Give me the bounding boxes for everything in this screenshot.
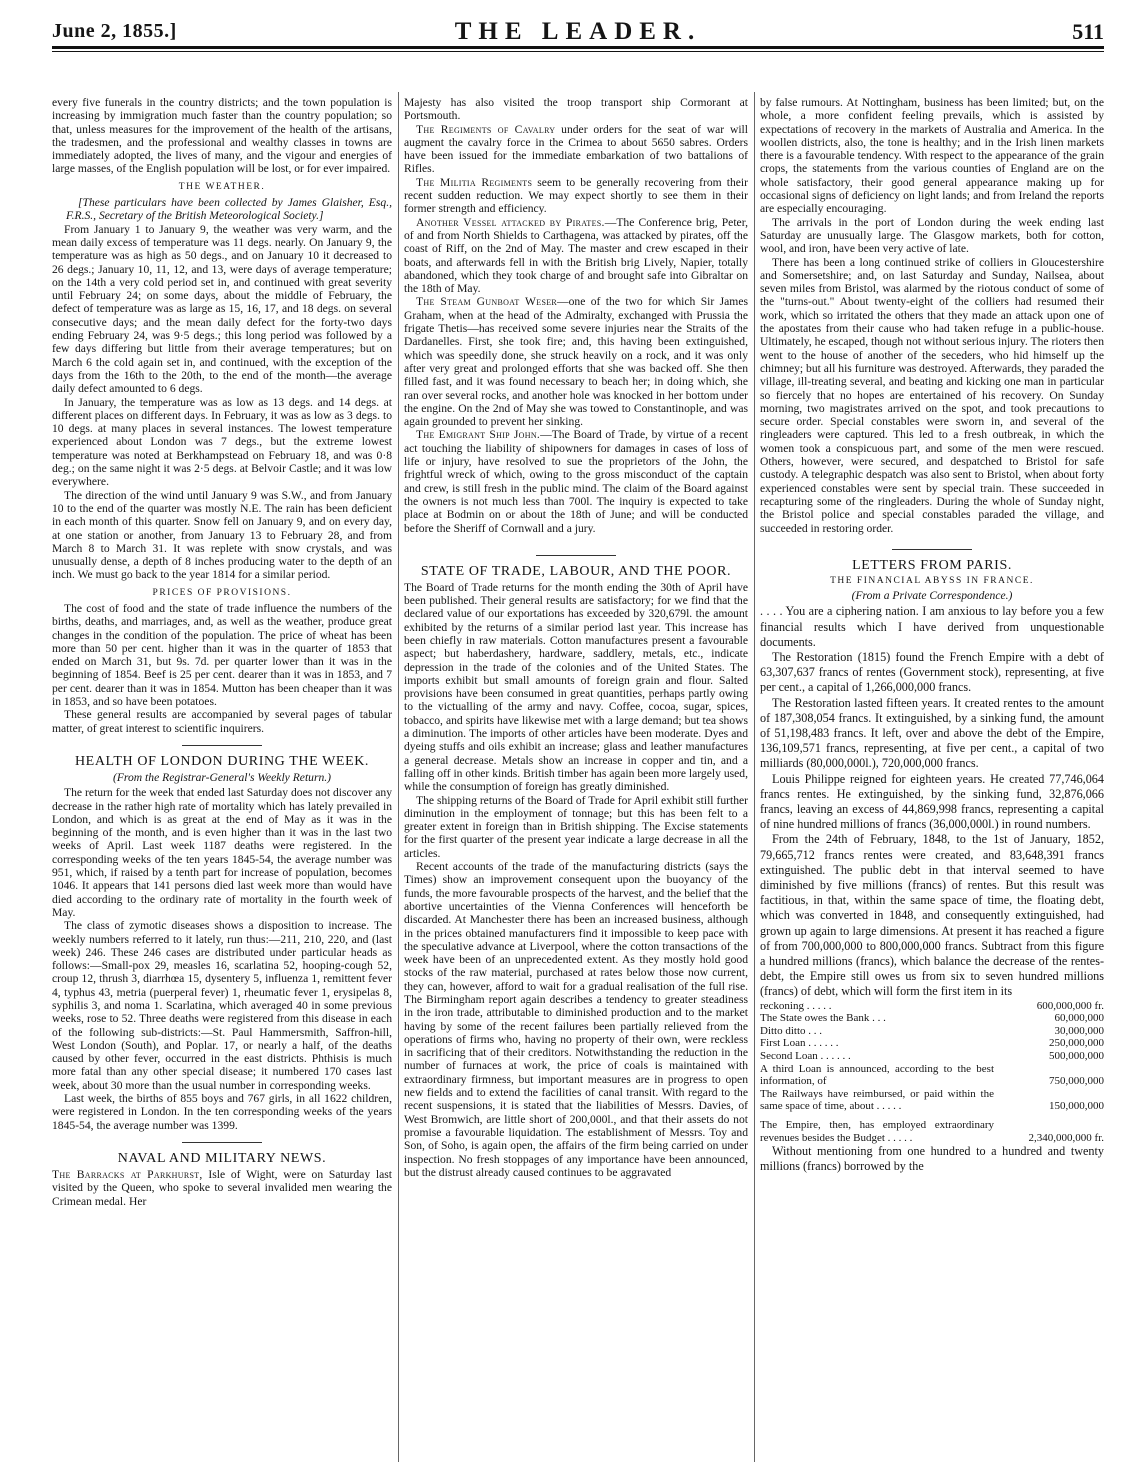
debt-table-row [760, 1037, 1104, 1050]
debt-item-label: Ditto ditto . . . [760, 1024, 823, 1037]
lead-in: The Militia Regiments [416, 175, 533, 189]
lead-in: The Regiments of Cavalry [416, 122, 556, 136]
paragraph: The return for the week that ended last Saturday does not discover any decrease in the rather high rate of mortality which has lately prevailed in London, and which is as great at the end of May as it was in the beginning of the month, and is even higher than it was in the last two weeks of April. Last week 1187 deaths were registered. In the corresponding weeks of the ten years 1845-54, the average number was 951, which, if raised by a tenth part for increase of population, becomes 1046. It appears that 141 persons died last week more than would have died according to the ordinary rate of mortality in the fourth week of May. [52, 786, 392, 919]
header-rule [52, 46, 1104, 49]
column-divider [398, 92, 399, 1462]
debt-item-amount: 500,000,000 [1049, 1050, 1104, 1063]
paragraph: The shipping returns of the Board of Trade for April exhibit still further diminution in the employment of tonnage; but this has been felt to a greater extent in foreign than in British shipping. The Excise statements for the first quarter of the present year indicate a large decrease in all the articles. [404, 793, 748, 860]
debt-table-row [760, 1025, 1104, 1038]
lead-in: Another Vessel attacked by Pirates. [416, 215, 605, 229]
paragraph: Recent accounts of the trade of the manufacturing districts (says the Times) show an improvement consequent upon the buoyancy of the funds, the more favourable prospects of the harvest, and the belief that the abortive uncertainties of the Vienna Conferences will henceforth be discarded. At Manchester there has been an increased business, although in the prices obtained manufacturers find it impossible to keep pace with the speculative advance at Liverpool, where the cotton transactions of the week have been of an unprecedented extent. As they mostly hold good stocks of the raw material, purchased at rates below those now current, they can, however, afford to wait for a gradual realisation of the full rise. The Birmingham report again describes a tendency to greater steadiness in the iron trade, attributable to diminished production and to the market having by some of the recent failures been partially relieved from the operations of firms who, having no property of their own, were reckless in sacrificing that of their creditors. Notwithstanding the reduction in the number of furnaces at work, the price of coals is maintained with extraordinary firmness, but important measures are in progress to open new fields and to extend the facilities of canal transit. With regard to the recent suspensions, it is stated that the liabilities of Messrs. Davies, of West Bromwich, are little short of 200,000l., and that their assets do not promise a favourable liquidation. The establishment of Messrs. Toy and Son, of Soho, is again open, the affairs of the firm being carried on under inspection. No fresh stoppages of any importance have been announced, but the distrust already caused continues to be aggravated [404, 860, 748, 1179]
debt-item-amount: 750,000,000 [1049, 1075, 1104, 1088]
debt-item-label: Second Loan . . . . . . [760, 1050, 851, 1063]
column-2 [404, 96, 748, 1468]
paragraph [404, 216, 748, 296]
debt-table [760, 1000, 1104, 1113]
debt-item-label: A third Loan is announced, according to the best information, of [760, 1062, 994, 1088]
article-subheading: THE FINANCIAL ABYSS IN FRANCE. [830, 575, 1034, 586]
debt-item-amount: 150,000,000 [1049, 1100, 1104, 1113]
paragraph: In January, the temperature was as low as 13 degs. and 14 degs. at different places on different days. In February, it was as low as 3 degs. to 10 degs. at many places in several instances. The lowest temperature experienced about London was 7 degs., but the extreme lowest temperature was noted at Berkhampstead on February 18, and was 0·8 deg.; on the same night it was 2·5 degs. at Belvoir Castle; and it was low everywhere. [52, 395, 392, 489]
section-heading-prices: PRICES OF PROVISIONS. [152, 587, 292, 598]
paragraph: The arrivals in the port of London during the week ending last Saturday are unusually large. The Glasgow markets, both for cotton, wool, and iron, have been very active of late. [760, 215, 1104, 256]
debt-table-row [760, 1000, 1104, 1013]
article-heading-health: HEALTH OF LONDON DURING THE WEEK. [74, 753, 370, 769]
section-rule [536, 555, 616, 556]
debt-total-row [760, 1119, 1104, 1144]
paragraph: every five funerals in the country districts; and the town population is increasing by immigration much faster than the country population; so that, unless measures for the improvement of the health of the artisans, the tradesmen, and the professional and wealthy classes in towns are immediately adopted, the lives of many, and the vigour and energies of large masses, of the English population will be lost, or for ever impaired. [52, 96, 392, 176]
section-rule [892, 549, 972, 550]
debt-item-label: The Railways have reimbursed, or paid within the same space of time, about . . . . . [760, 1087, 994, 1113]
paragraph: Majesty has also visited the troop transport ship Cormorant at Portsmouth. [404, 96, 748, 123]
lead-in: The Steam Gunboat Weser [416, 295, 558, 309]
paragraph-text: —The Board of Trade, by virtue of a recent act touching the liability of shipowners for damages in cases of loss of life or injury, have resolved to sue the proprietors of the John, the frightful wreck of which, owing to the gross misconduct of the captain and crew, is still fresh in the public mind. The claim of the Board against the owners is not much less than 700l. The inquiry is expected to take place at Bodmin on or about the 18th of June; and will be conducted before the Sheriff of Cornwall and a jury. [404, 428, 748, 535]
article-source: (From the Registrar-General's Weekly Return.) [112, 770, 332, 784]
paragraph: by false rumours. At Nottingham, business has been limited; but, on the whole, a more confident feeling prevails, which is assisted by expectations of recovery in the markets of Australia and America. In the woollen districts, also, the tone is healthy; and in the Irish linen markets there is a favourable tendency. With respect to the appearance of the grain crops, the statements from the various counties of England are on the whole satisfactory, their good general appearance making up for occasional signs of deficiency on light lands; and from Ireland the reports are especially encouraging. [760, 96, 1104, 216]
paragraph-text: seem to be generally recovering from their recent sudden reduction. We may expect shortly to see them in their former strength and efficiency. [404, 175, 748, 216]
paragraph: Louis Philippe reigned for eighteen years. He created 77,746,064 francs rentes. He extinguished, by the sinking fund, 32,876,066 francs, leaving an excess of 44,869,998 francs, representing a capital of nine hundred millions of francs (36,000,000l.) in round numbers. [760, 771, 1104, 832]
paragraph: . . . . You are a ciphering nation. I am anxious to lay before you a few financial results which I have derived from unquestionable documents. [760, 604, 1104, 649]
debt-item-amount: 30,000,000 [1054, 1024, 1104, 1037]
paragraph: From January 1 to January 9, the weather was very warm, and the mean daily excess of temperature was 11 degs. nearly. On January 9, the temperature was as high as 50 degs., and on January 10 it decreased to 26 degs.; January 10, 11, 12, and 13, were days of average temperature; on the 14th a very cold period set in, and continued with great severity until February 24; on some days, about the middle of February, the defect of temperature was as large as 15, 16, 17, and 18 degs. on several consecutive days; and the mean daily defect for the forty-two days ending February 24, was 9·5 degs.; this long period was followed by a few days differing but little from their average temperatures; but on March 6 the cold again set in, and continued, with the exception of the days from the 16th to the 20th, to the end of the month—the average daily defect amounted to 6 degs. [52, 222, 392, 396]
lead-in: The Emigrant Ship John. [416, 428, 541, 442]
masthead [52, 8, 1104, 45]
lead-in: The Barracks at Parkhurst, [52, 1167, 203, 1181]
debt-table-row [760, 1012, 1104, 1025]
paragraph-text: under orders for the seat of war will augment the cavalry force in the Crimea to about 5650 sabres. Orders have been issued for the immediate embarkation of two battalions of Rifles. [404, 122, 748, 176]
paragraph: These general results are accompanied by several pages of tabular matter, of great interest to scientific inquirers. [52, 708, 392, 735]
column-1 [52, 96, 392, 1468]
debt-item-amount: 60,000,000 [1054, 1012, 1104, 1025]
debt-item-amount: 600,000,000 fr. [1036, 999, 1104, 1012]
debt-item-label: The State owes the Bank . . . [760, 1012, 886, 1025]
paragraph: The Board of Trade returns for the month ending the 30th of April have been published. Their general results are satisfactory; for we find that the declared value of our exportations has exceeded by 320,679l. the amount exhibited by the returns of a similar period last year. This increase has been chiefly in raw materials. Cotton manufactures present a favourable aspect; but haberdashery, hardware, saddlery, metals, etc., indicate depression in the trade of the colonies and of the United States. The imports exhibit but small amounts of foreign grain and flour. Salted provisions have been consumed in great quantities, perhaps partly owing to the victualling of the army and navy. Coffee, cocoa, sugar, spices, tobacco, and spirits have likewise met with a large demand; but tea shows a diminution. The imports of other articles have been moderate. Dyes and dyeing stuffs and oils exhibit an increase; glass and leather manufactures a general decrease. Metals show an increase in copper and tin, and a falling off in other kinds. British timber has again been more largely used, while the consumption of foreign has greatly diminished. [404, 580, 748, 794]
debt-total [760, 1119, 1104, 1144]
paragraph [404, 295, 748, 428]
paragraph [404, 176, 748, 216]
paragraph: The Restoration lasted fifteen years. It created rentes to the amount of 187,308,054 francs. It extinguished, by a sinking fund, the amount of 51,198,483 francs. It left, over and above the debt of the Empire, 136,109,571 francs, representing, at five per cent., a capital of two milliards (80,000,000l.), 720,000,000 francs. [760, 695, 1104, 771]
column-3 [760, 96, 1104, 1468]
article-heading-letters: LETTERS FROM PARIS. [852, 557, 1012, 573]
column-divider [754, 92, 755, 1462]
paragraph: The class of zymotic diseases shows a disposition to increase. The weekly numbers referred to it lately, run thus:—211, 210, 220, and (last week) 246. These 246 cases are distributed under particular heads as follows:—Small-pox 29, measles 16, scarlatina 52, hooping-cough 52, croup 12, thrush 3, diarrhœa 15, dysentery 5, influenza 1, remittent fever 4, typhus 43, metria (puerperal fever) 1, rheumatic fever 1, erysipelas 8, syphilis 3, and noma 1. Scarlatina, which averaged 40 in some previous weeks, rose to 52. Three deaths were registered from this disease in each of the following sub-districts:—St. Paul Hammersmith, Saffron-hill, West London (South), and Poplar. 17, or nearly a half, of the deaths caused by other fever, occurred in the east districts. Phthisis is much more fatal than any other special disease; it numbered 170 cases last week, about 30 more than the usual number in corresponding weeks. [52, 919, 392, 1092]
paragraph: Last week, the births of 855 boys and 767 girls, in all 1622 children, were registered in London. In the ten corresponding weeks of the years 1845-54, the average number was 1399. [52, 1092, 392, 1132]
article-heading-trade: STATE OF TRADE, LABOUR, AND THE POOR. [420, 563, 732, 579]
paragraph: From the 24th of February, 1848, to the 1st of January, 1852, 79,665,712 francs rentes were created, and 83,648,391 francs extinguished. The public debt in that interval seemed to have diminished by five millions (francs) of rentes. But this result was factitious, in that, within the same space of time, the floating debt, which was converted in 1848, and consequently extinguished, had grown up again to large dimensions. At present it has reached a figure of from 700,000,000 to 800,000,000 francs. Subtract from this figure a hundred millions (francs), which balance the decrease of the rentes-debt, the Empire still owes us from six to seven hundred millions (francs) of debt, which will form the first item in its [760, 832, 1104, 999]
debt-item-label: reckoning . . . . . [760, 999, 832, 1012]
paragraph-text: —one of the two for which Sir James Graham, when at the head of the Admiralty, exchanged with Prussia the frigate Thetis—has received some severe injuries near the Straits of the Dardanelles. First, she took fire; and, this having been extinguished, which was speedily done, she struck heavily on a rock, and it was only after very great and prolonged efforts that she was backed off. She then filled fast, and it was found necessary to beach her; in doing which, she ran over several rocks, and another hole was knocked in her bottom under the engine. On the 2nd of May she was towed to Constantinople, and was again grounded to prevent her sinking. [404, 295, 748, 429]
debt-table-row [760, 1088, 1104, 1113]
paragraph-text: —The Conference brig, Peter, of and from North Shields to Carthagena, was attacked by pirates, off the coast of Riff, on the 2nd of May. The master and crew escaped in their boats, and afterwards fell in with the British brig Lively, Napier, totally abandoned, which they took charge of and brought safe into Gibraltar on the 18th of May. [404, 215, 748, 296]
paragraph: Without mentioning from one hundred to a hundred and twenty millions (francs) borrowed by the [760, 1144, 1104, 1174]
paragraph [404, 123, 748, 176]
debt-total-label: The Empire, then, has employed extraordinary revenues besides the Budget . . . . . [760, 1119, 994, 1144]
editor-note: [These particulars have been collected by James Glaisher, Esq., F.R.S., Secretary of the British Meteorological Society.] [66, 196, 392, 223]
letters-body [760, 604, 1104, 999]
paragraph: There has been a long continued strike of colliers in Gloucestershire and Somersetshire; and, on last Saturday and Sunday, Nailsea, about seven miles from Bristol, was alarmed by the riotous conduct of some of the "turns-out." About twenty-eight of the colliers had resumed their work, which so irritated the others that they made an attack upon one of the apostates from their cause who had taken refuge in a public-house. Ultimately, he escaped, though not without serious injury. The rioters then went to the house of another of the seceders, who hid himself up the chimney; but all his furniture was destroyed. Afterwards, they paraded the village, ill-treating several, and beating and kicking one man in particular so fiercely that no hopes are entertained of his recovery. On Sunday morning, two magistrates arrived on the spot, and took precautions to secure order. Special constables were sworn in, and several of the ringleaders were captured. This led to a fresh outbreak, in which the women took a conspicuous part, and some of the men were rescued. Others, however, were secured, and despatched to Bristol for safe custody. A telegraphic despatch was also sent to Bristol, when about forty experienced constables were sent by special train. These succeeded in recapturing some of the ringleaders. During the whole of Sunday night, the Bristol police and special constables paraded the village, and succeeded in restoring order. [760, 255, 1104, 535]
debt-item-amount: 250,000,000 [1049, 1037, 1104, 1050]
debt-item-label: First Loan . . . . . . [760, 1037, 839, 1050]
paragraph: The Restoration (1815) found the French Empire with a debt of 63,307,637 francs of rentes (Government stock), representing, at five per cent., a capital of 1,266,000,000 francs. [760, 650, 1104, 695]
paragraph: The cost of food and the state of trade influence the numbers of the births, deaths, and marriages, and, as well as the weather, produce great changes in the condition of the population. The price of wheat has been more than 50 per cent. higher than it was in the quarter of 1853 that ended on March 31, but 9s. 7d. per quarter lower than it was in the beginning of 1854. Beef is 25 per cent. dearer than it was in 1853, and 7 per cent. dearer than it was in 1854. Mutton has been cheaper than it was in 1853, and so have been potatoes. [52, 601, 392, 709]
section-rule [182, 745, 262, 746]
section-heading-weather: THE WEATHER. [178, 181, 266, 192]
paragraph-text: Isle of Wight, were on Saturday last visited by the Queen, who spoke to several invalided men wearing the Crimean medal. Her [52, 1167, 392, 1208]
newspaper-title: THE LEADER. [454, 18, 702, 45]
article-heading-naval: NAVAL AND MILITARY NEWS. [117, 1150, 327, 1166]
debt-table-row [760, 1063, 1104, 1088]
header-rule-thin [52, 51, 1104, 52]
debt-total-amount: 2,340,000,000 fr. [1028, 1131, 1104, 1144]
page-number: 511 [1072, 19, 1104, 44]
debt-table-row [760, 1050, 1104, 1063]
issue-date: June 2, 1855.] [52, 20, 177, 42]
paragraph [404, 428, 748, 534]
section-rule [182, 1142, 262, 1143]
paragraph: The direction of the wind until January 9 was S.W., and from January 10 to the end of the quarter was mostly N.E. The rain has been deficient in each month of this quarter. Snow fell on January 9, and on every day, at one station or another, from January 13 to February 28, and from March 8 to March 31. It was replete with snow crystals, and was unusually dense, a depth of 8 inches producing water to the depth of an inch. We must go back to the year 1814 for a similar period. [52, 488, 392, 582]
paragraph [52, 1168, 392, 1208]
article-source: (From a Private Correspondence.) [851, 589, 1013, 603]
